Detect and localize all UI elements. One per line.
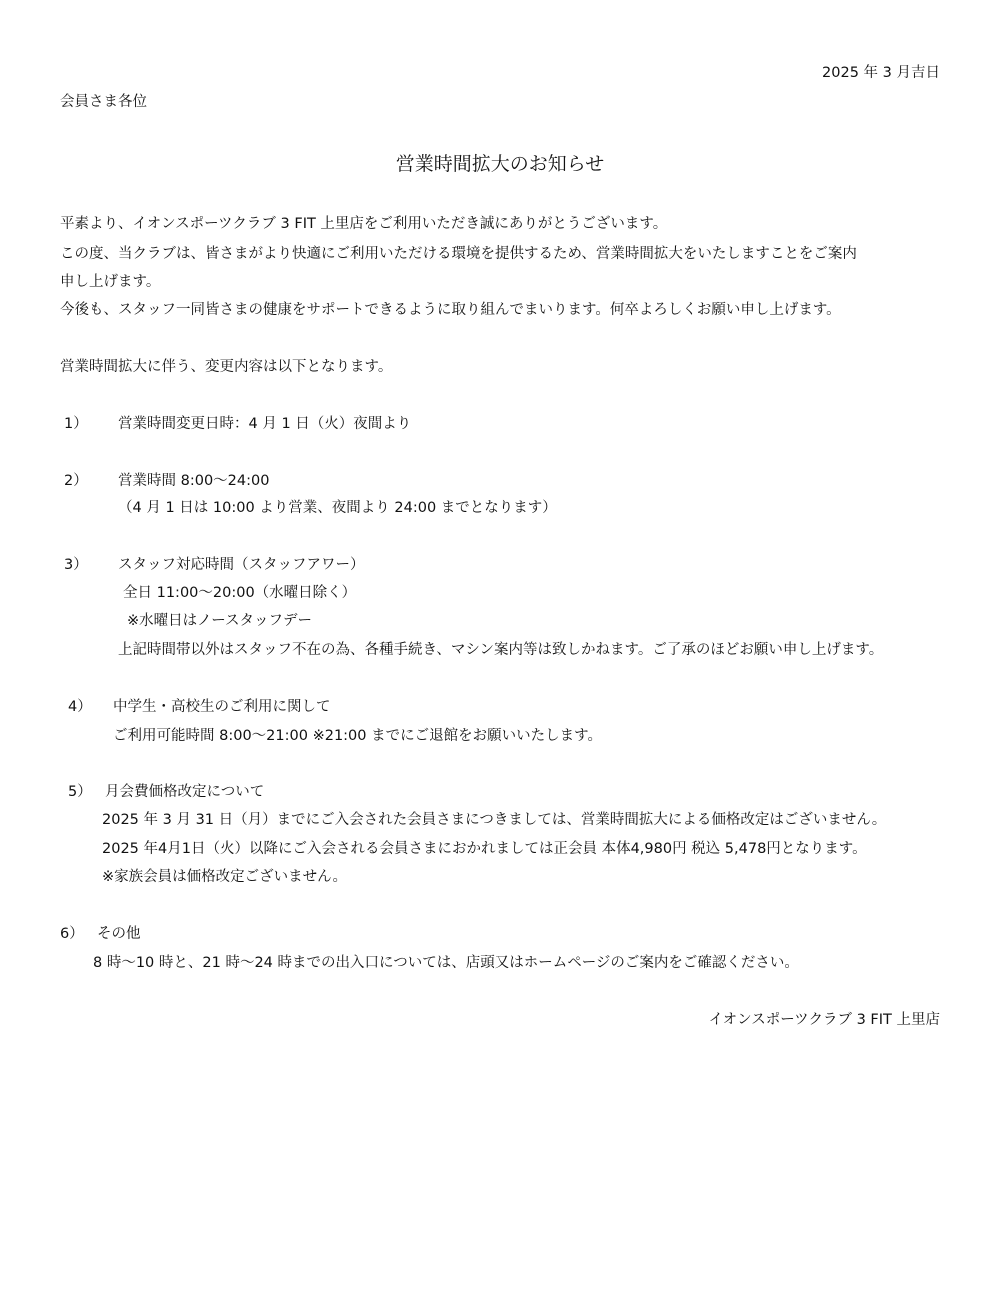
item-number: 3） <box>64 557 88 573</box>
item-line: 全日 11:00～20:00（水曜日除く） <box>123 585 357 601</box>
intro-line: 申し上げます。 <box>60 274 161 290</box>
item-heading: 営業時間 8:00～24:00 <box>118 473 270 489</box>
addressee: 会員さま各位 <box>60 94 147 110</box>
item-heading: スタッフ対応時間（スタッフアワー） <box>118 557 365 573</box>
signature: イオンスポーツクラブ 3 FIT 上里店 <box>708 1012 940 1028</box>
item-line: ご利用可能時間 8:00～21:00 ※21:00 までにご退館をお願いいたします。 <box>113 728 602 744</box>
item-heading: その他 <box>97 926 141 942</box>
item-line: 8 時～10 時と、21 時～24 時までの出入口については、店頭又はホームページのご案内をご確認ください。 <box>93 955 799 971</box>
item-line: （4 月 1 日は 10:00 より営業、夜間より 24:00 までとなります） <box>118 500 557 516</box>
item-line: 2025 年4月1日（火）以降にご入会される会員さまにおかれましては正会員 本体4,980円 税込 5,478円となります。 <box>102 841 867 857</box>
item-number: 4） <box>68 699 92 715</box>
item-line: 上記時間帯以外はスタッフ不在の為、各種手続き、マシン案内等は致しかねます。ご了承のほどお願い申し上げます。 <box>118 642 884 658</box>
item-line: ※水曜日はノースタッフデー <box>127 613 312 629</box>
issue-date: 2025 年 3 月吉日 <box>822 65 940 81</box>
lead-text: 営業時間拡大に伴う、変更内容は以下となります。 <box>60 359 393 375</box>
intro-line: この度、当クラブは、皆さまがより快適にご利用いただける環境を提供するため、営業時間拡大をいたしますことをご案内 <box>60 246 857 262</box>
item-line: 2025 年 3 月 31 日（月）までにご入会された会員さまにつきましては、営業時間拡大による価格改定はございません。 <box>102 812 887 828</box>
item-number: 2） <box>64 473 88 489</box>
item-number: 6） <box>60 926 84 942</box>
page-title: 営業時間拡大のお知らせ <box>395 153 605 175</box>
intro-line: 今後も、スタッフ一同皆さまの健康をサポートできるように取り組んでまいります。何卒よろしくお願い申し上げます。 <box>60 302 841 318</box>
item-heading: 月会費価格改定について <box>105 784 265 800</box>
item-heading: 中学生・高校生のご利用に関して <box>113 699 331 715</box>
item-line: ※家族会員は価格改定ございません。 <box>102 869 348 885</box>
item-number: 1） <box>64 416 88 432</box>
intro-line: 平素より、イオンスポーツクラブ 3 FIT 上里店をご利用いただき誠にありがとうございます。 <box>60 216 668 232</box>
item-number: 5） <box>68 784 92 800</box>
item-heading: 営業時間変更日時：4 月 1 日（火）夜間より <box>118 416 412 432</box>
